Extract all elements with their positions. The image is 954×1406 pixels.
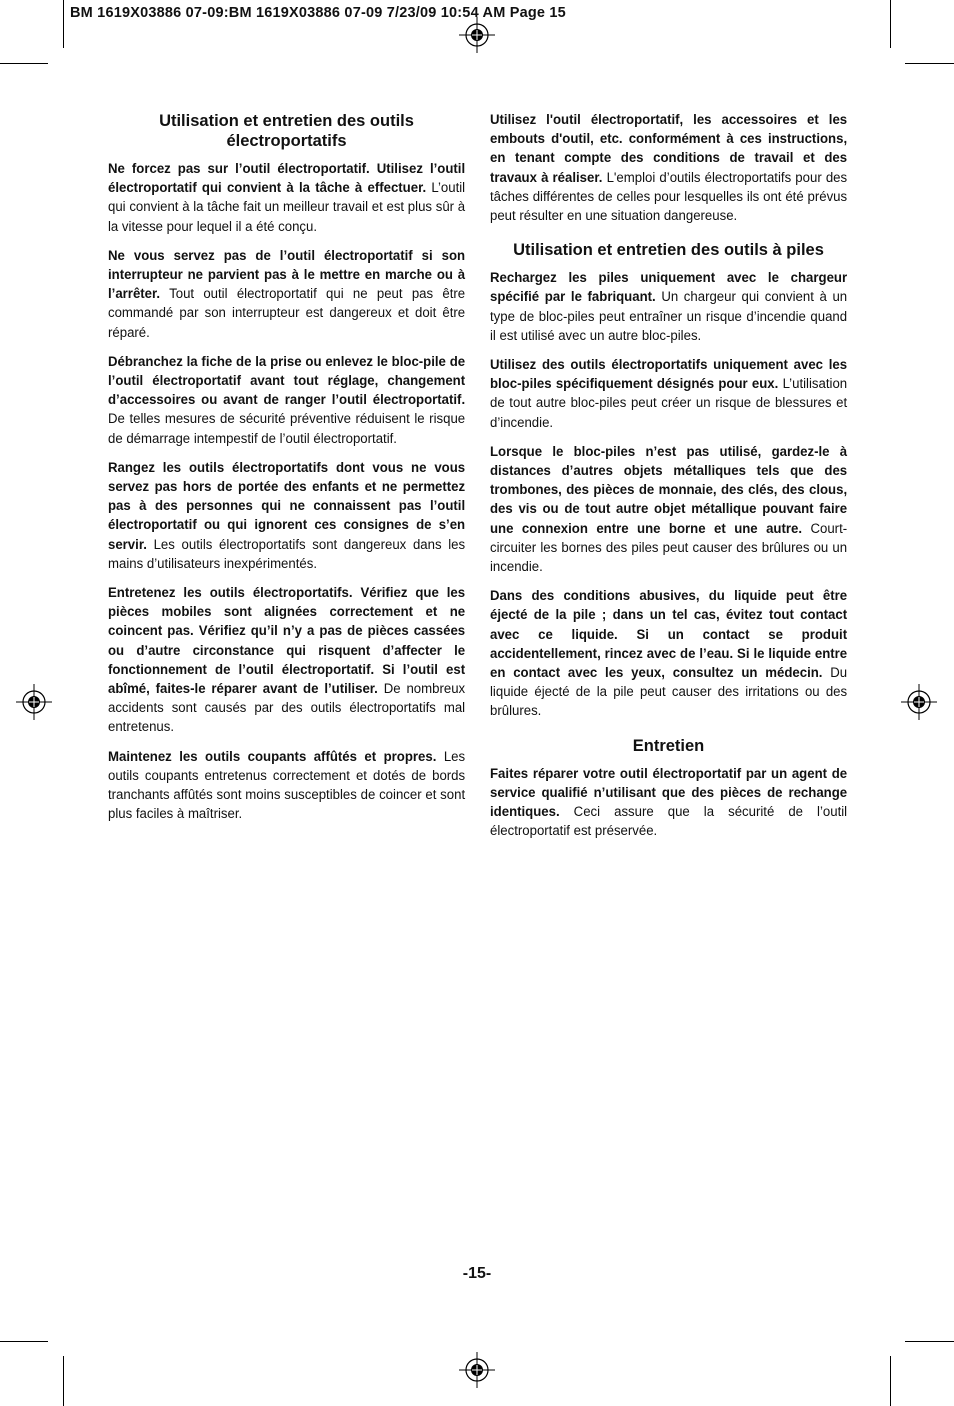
safety-paragraph [490,269,847,346]
left-column [108,111,465,835]
paragraph-lead: Lorsque le bloc-piles n’est pas utilisé, gardez-le à distances d’autres objets métalliques tels que des trombones, des pièces de monnaie, des clés, des clous, des vis ou de tout autre objet métallique pouvant faire une connexion entre une borne et une autre. [490,443,848,537]
paragraph-lead: Maintenez les outils coupants affûtés et propres. [108,748,437,765]
crop-mark [905,63,954,64]
safety-paragraph [490,765,847,842]
paragraph-lead: Ne forcez pas sur l’outil électroportatif. Utilisez l’outil électroportatif qui convient à la tâche à effectuer. [108,161,466,197]
paragraph-lead: Dans des conditions abusives, du liquide peut être éjecté de la pile ; dans un tel cas, évitez tout contact avec ce liquide. Si un contact se produit accidentellement, rincez avec de l’eau. Si le liquide entre en contact avec les yeux, consultez un médecin. [490,588,848,682]
right-column [490,111,847,852]
paragraph-lead: Faites réparer votre outil électroportatif par un agent de service qualifié n’utilisant que des pièces de rechange identiques. [490,765,848,821]
paragraph-body: L'emploi d’outils électroportatifs pour des tâches différentes de celles pour lesquelles ils ont été prévus peut résulter en une situation dangereuse. [490,169,848,225]
safety-paragraph [108,459,465,574]
safety-paragraph [108,160,465,237]
registration-mark-icon [16,684,52,720]
safety-paragraph [108,748,465,825]
paragraph-body: L’outil qui convient à la tâche fait un meilleur travail et est plus sûr à la vitesse pour lequel il a été conçu. [108,180,466,235]
registration-mark-icon [459,1352,495,1388]
safety-paragraph [108,247,465,343]
section-heading-battery-tools: Utilisation et entretien des outils à piles [513,241,824,260]
paragraph-lead: Rechargez les piles uniquement avec le chargeur spécifié par le fabriquant. [490,270,848,306]
paragraph-lead: Utilisez des outils électroportatifs uniquement avec les bloc-piles spécifiquement désignés pour eux. [490,357,848,393]
paragraph-lead: Rangez les outils électroportatifs dont vous ne vous servez pas hors de portée des enfants et ne permettez pas à des personnes qui ne connaissent pas l’outil électroportatif ou qui ignorent ces consignes de s’en servir. [108,459,466,553]
paragraph-body: L’utilisation de tout autre bloc-piles peut créer un risque de blessures et d’incendie. [490,376,848,431]
paragraph-body: Les outils coupants entretenus correctement et dotés de bords tranchants affûtés sont moins susceptibles de coincer et sont plus faciles à maîtriser. [108,748,466,823]
crop-mark [890,0,891,48]
paragraph-body: Ceci assure que la sécurité de l’outil électroportatif est préservée. [490,804,848,840]
paragraph-body: Les outils électroportatifs sont dangereux dans les mains d’utilisateurs inexpérimentés. [108,536,466,572]
paragraph-body: Un chargeur qui convient à un type de bloc-piles peut entraîner un risque d’incendie quand il est utilisé avec un autre bloc-piles. [490,289,848,344]
paragraph-body: Court-circuiter les bornes des piles peut causer des brûlures ou un incendie. [490,520,848,576]
crop-mark [0,1341,48,1342]
safety-paragraph [108,584,465,738]
crop-mark [63,0,64,48]
paragraph-lead: Débranchez la fiche de la prise ou enlevez le bloc-pile de l’outil électroportatif avant tout réglage, changement d’accessoires ou avant de ranger l’outil électroportatif. [108,353,466,409]
safety-paragraph [490,587,847,721]
paragraph-body: Du liquide éjecté de la pile peut causer des irritations ou des brûlures. [490,665,848,720]
section-heading-service: Entretien [632,736,705,755]
safety-paragraph [108,353,465,449]
paragraph-body: Tout outil électroportatif qui ne peut pas être commandé par son interrupteur est dangereux et doit être réparé. [108,286,466,341]
safety-paragraph [490,356,847,433]
print-slug: BM 1619X03886 07-09:BM 1619X03886 07-09 7/23/09 10:54 AM Page 15 [70,5,566,21]
crop-mark [905,1341,954,1342]
crop-mark [890,1356,891,1406]
registration-mark-icon [459,17,495,53]
crop-mark [0,63,48,64]
safety-paragraph [490,111,847,226]
paragraph-lead: Entretenez les outils électroportatifs. Vérifiez que les pièces mobiles sont alignées correctement et ne coincent pas. Vérifiez qu’il n’y a pas de pièces cassées ou d’autre circonstance qui risquent d’affecter le fonctionnement de l’outil électroportatif. Si l’outil est abîmé, faites-le réparer avant de l’utiliser. [108,585,466,698]
paragraph-lead: Ne vous servez pas de l’outil électroportatif si son interrupteur ne parvient pas à le mettre en marche ou à l’arrêter. [108,247,466,303]
paragraph-body: De nombreux accidents sont causés par des outils électroportatifs mal entretenus. [108,681,466,736]
paragraph-lead: Utilisez l'outil électroportatif, les accessoires et les embouts d'outil, etc. conformément à ces instructions, en tenant compte des conditions de travail et des travaux à réaliser. [490,112,848,186]
page-number: -15- [462,1265,492,1282]
registration-mark-icon [901,684,937,720]
crop-mark [63,1356,64,1406]
safety-paragraph [490,443,847,577]
section-heading-tool-care: Utilisation et entretien des outils électroportatifs [159,112,414,150]
paragraph-body: De telles mesures de sécurité préventive réduisent le risque de démarrage intempestif de l’outil électroportatif. [108,411,466,447]
